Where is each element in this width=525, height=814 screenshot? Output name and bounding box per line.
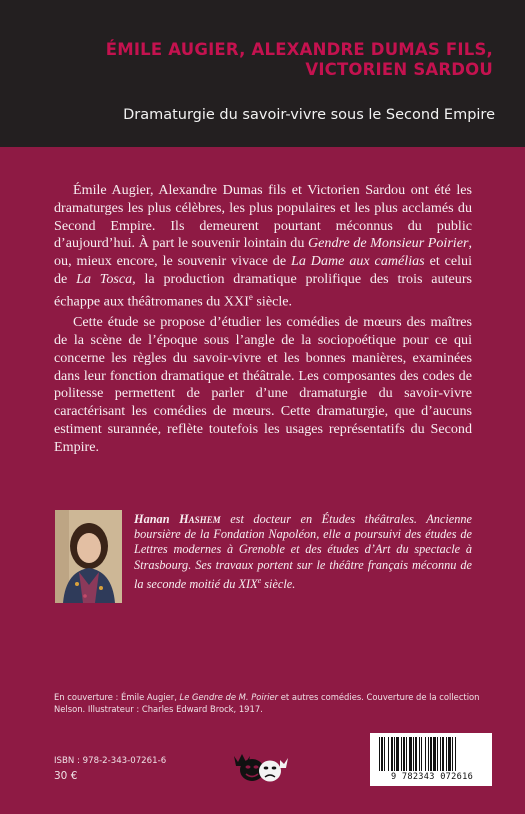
barcode-number: 9 782343 072616 xyxy=(390,772,474,782)
summary xyxy=(54,182,472,457)
barcode-bar xyxy=(448,737,451,771)
barcode-bar xyxy=(388,737,389,771)
summary-text: , la production dramatique prolifique des trois auteurs échappe aux théâtromanes du XXI xyxy=(54,270,473,310)
barcode-bar xyxy=(452,737,453,771)
barcode-bar xyxy=(381,737,383,771)
author-bio xyxy=(134,512,472,592)
barcode-bar xyxy=(430,737,432,771)
barcode-bar xyxy=(379,737,380,771)
barcode-bar xyxy=(401,737,402,771)
work-title: La Tosca xyxy=(76,270,133,287)
title-line-2: VICTORIEN SARDOU xyxy=(305,60,493,79)
bio-text: est docteur en Études théâtrales. Ancienne boursière de la Fondation Napoléon, elle a poursuivi des études de Lettres modernes à Grenoble et des études d’Art du spectacle à Strasbourg. Ses travaux portent sur le théâtre français méconnu de la seconde moitié du XIX xyxy=(134,512,472,591)
book-title xyxy=(13,40,493,80)
superscript: e xyxy=(248,291,253,302)
barcode-bar xyxy=(455,737,456,771)
summary-text: et celui de xyxy=(54,253,473,287)
book-subtitle: Dramaturgie du savoir-vivre sous le Second Empire xyxy=(123,107,495,123)
bio-text: siècle. xyxy=(261,576,296,591)
theatre-masks-icon xyxy=(228,750,292,784)
author-portrait xyxy=(55,510,122,603)
barcode-bars xyxy=(379,737,483,771)
author-photo xyxy=(55,510,122,603)
barcode-bar xyxy=(437,737,438,771)
author-name: Hanan Hashem xyxy=(134,512,221,526)
barcode-bar xyxy=(413,737,414,771)
summary-text: , ou, mieux encore, le souvenir vivace de xyxy=(54,235,472,270)
barcode-bar xyxy=(409,737,412,771)
barcode-bar xyxy=(394,737,395,771)
barcode-bar xyxy=(396,737,399,771)
work-title: La Dame aux camélias xyxy=(290,253,425,270)
credit-work-title: Le Gendre de M. Poirier xyxy=(179,692,279,702)
barcode-bar xyxy=(421,737,422,771)
summary-text: Émile Augier, Alexandre Dumas fils et Victorien Sardou ont été les dramaturges les plus célèbres, les plus populaires et les plus acclamés du Second Empire. Ils demeurent pourtant méconnus du public d’aujourd’hui. À part le souvenir lointain du xyxy=(54,182,472,252)
barcode-bar xyxy=(415,737,417,771)
barcode-bar xyxy=(406,737,407,771)
isbn: ISBN : 978-2-343-07261-6 xyxy=(54,756,167,766)
work-title: Gendre de Monsieur Poirier xyxy=(307,235,469,252)
summary-text: siècle. xyxy=(252,293,293,310)
barcode-bar xyxy=(442,737,444,771)
summary-paragraph-2: Cette étude se propose d’étudier les comédies de mœurs des maîtres de la scène de l’époque sous l’angle de la sociopoétique pour ce qui concerne les règles du savoir-vivre et les bonnes manières, examinées dans leur fonction dramatique et théâtrale. Les composantes des codes de politesse permettent de parler d’une dramaturgie du savoir-vivre caractérisant les comédies de mœurs. Cette dramaturgie, que d’aucuns estiment surannée, reflète toutefois les usages représentatifs du Second Empire. xyxy=(54,314,472,455)
barcode-bar xyxy=(391,737,393,771)
barcode xyxy=(370,733,492,786)
summary-paragraph-1 xyxy=(54,182,472,311)
barcode-bar xyxy=(425,737,426,771)
barcode-bar xyxy=(428,737,429,771)
cover-credit: En couverture : Émile Augier, Le Gendre de M. Poirier et autres comédies. Couverture de la collection Nelson. Illustrateur : Charles Edward Brock, 1917. xyxy=(54,692,480,714)
header-band xyxy=(0,0,525,147)
barcode-bar xyxy=(403,737,405,771)
barcode-bar xyxy=(433,737,436,771)
title-line-1: ÉMILE AUGIER, ALEXANDRE DUMAS FILS, xyxy=(105,40,493,59)
price: 30 € xyxy=(54,770,78,782)
barcode-bar xyxy=(384,737,385,771)
barcode-bar xyxy=(419,737,420,771)
barcode-bar xyxy=(440,737,441,771)
superscript: e xyxy=(257,575,262,585)
barcode-bar xyxy=(446,737,447,771)
